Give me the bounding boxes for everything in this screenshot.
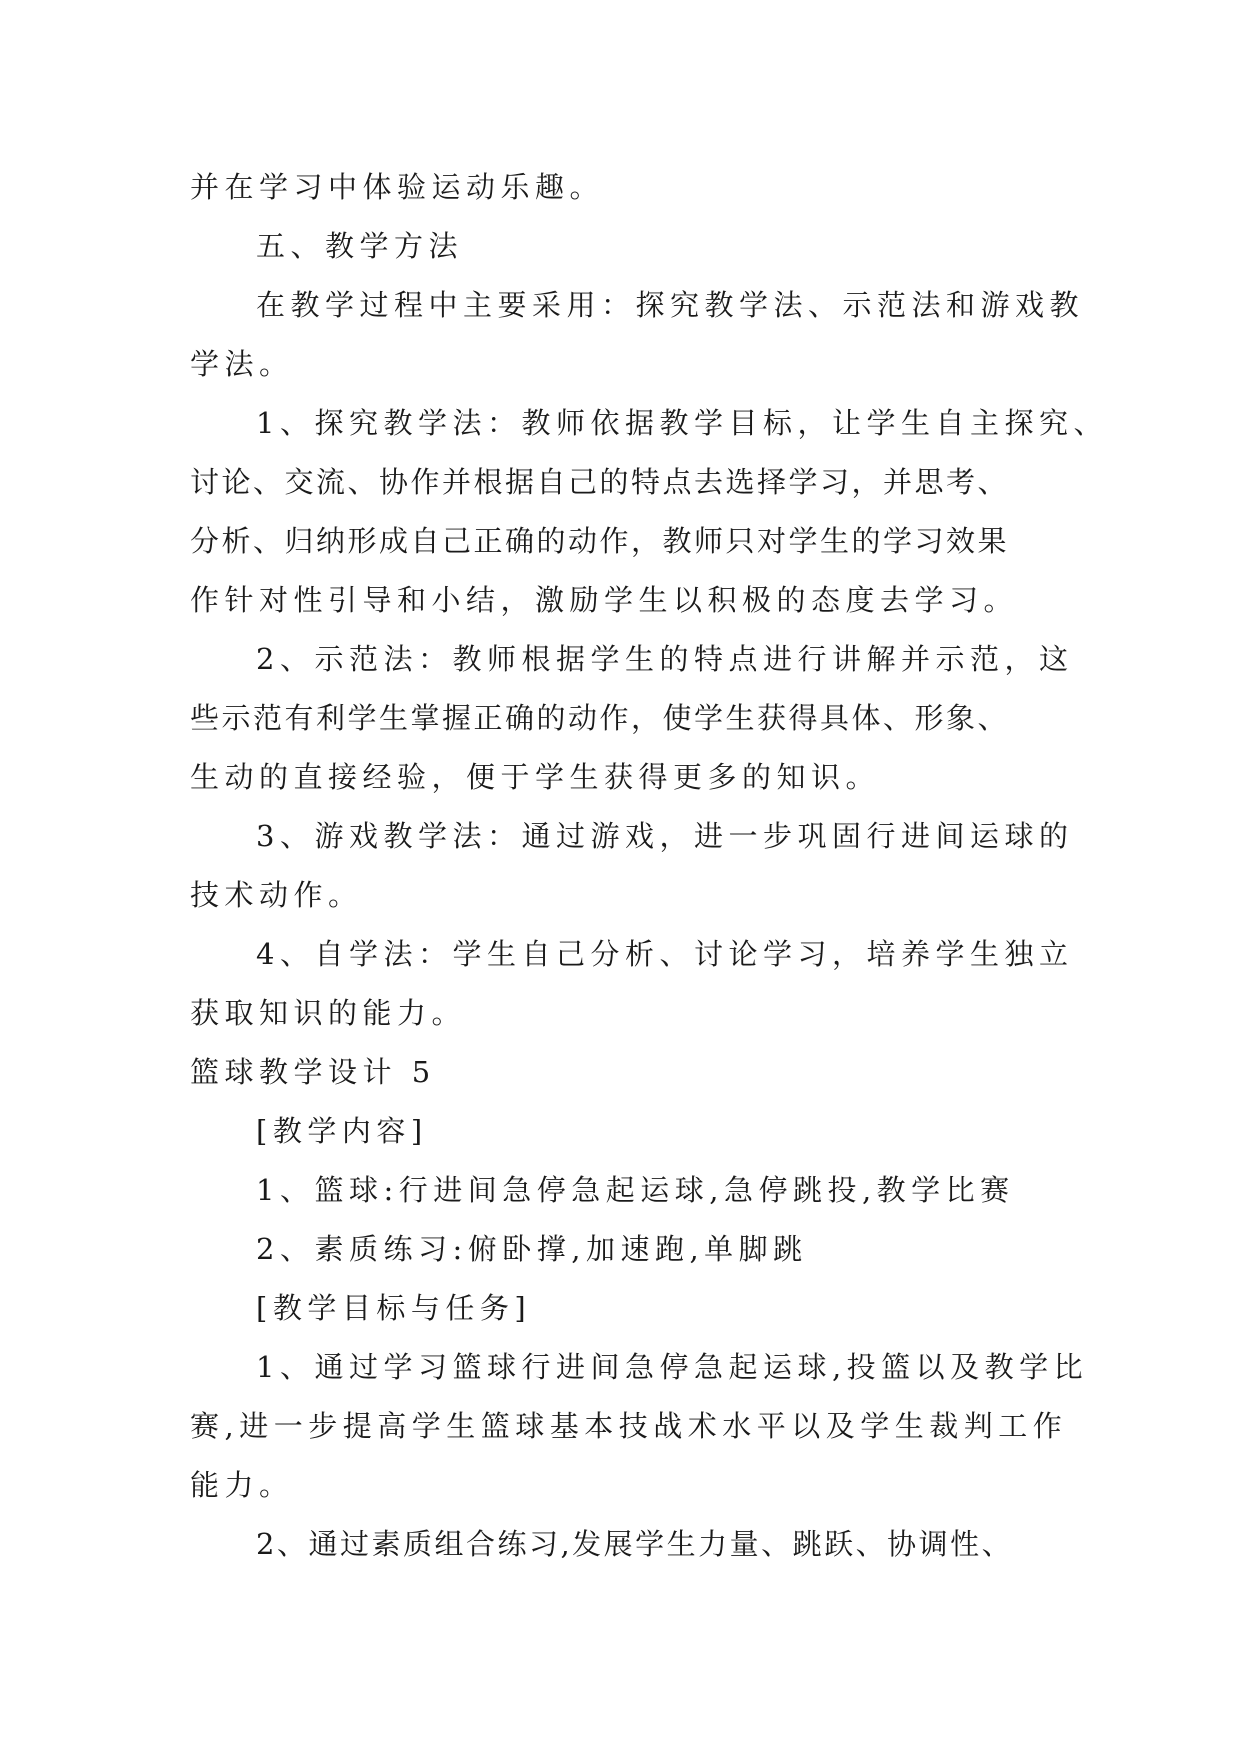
- text-line: 4、自学法：学生自己分析、讨论学习，培养学生独立: [256, 937, 1074, 971]
- section-heading: [教学目标与任务]: [256, 1291, 532, 1325]
- text-line: 获取知识的能力。: [190, 996, 467, 1030]
- text-line: 在教学过程中主要采用：探究教学法、示范法和游戏教: [256, 288, 1085, 322]
- text-line: 技术动作。: [190, 878, 363, 912]
- text-line: 作针对性引导和小结，激励学生以积极的态度去学习。: [190, 583, 1019, 617]
- section-heading: 五、教学方法: [256, 229, 464, 263]
- text-line: 并在学习中体验运动乐趣。: [190, 170, 605, 204]
- text-line: 2、通过素质组合练习,发展学生力量、跳跃、协调性、: [256, 1527, 1014, 1561]
- text-line: 生动的直接经验，便于学生获得更多的知识。: [190, 760, 881, 794]
- document-title: 篮球教学设计 5: [190, 1055, 436, 1089]
- section-heading: [教学内容]: [256, 1114, 428, 1148]
- text-line: 1、篮球:行进间急停急起运球,急停跳投,教学比赛: [256, 1173, 1015, 1207]
- text-line: 1、通过学习篮球行进间急停急起运球,投篮以及教学比: [256, 1350, 1089, 1384]
- text-line: 赛,进一步提高学生篮球基本技战术水平以及学生裁判工作: [190, 1409, 1068, 1443]
- text-line: 1、探究教学法：教师依据教学目标，让学生自主探究、: [256, 406, 1108, 440]
- text-line: 讨论、交流、协作并根据自己的特点去选择学习，并思考、: [190, 465, 1010, 499]
- text-line: 2、素质练习:俯卧撑,加速跑,单脚跳: [256, 1232, 808, 1266]
- text-line: 分析、归纳形成自己正确的动作，教师只对学生的学习效果: [190, 524, 1010, 558]
- text-line: 2、示范法：教师根据学生的特点进行讲解并示范，这: [256, 642, 1074, 676]
- text-line: 学法。: [190, 347, 294, 381]
- document-body: [190, 158, 1108, 1574]
- text-line: 些示范有利学生掌握正确的动作，使学生获得具体、形象、: [190, 701, 1010, 735]
- text-line: 3、游戏教学法：通过游戏，进一步巩固行进间运球的: [256, 819, 1074, 853]
- text-line: 能力。: [190, 1468, 294, 1502]
